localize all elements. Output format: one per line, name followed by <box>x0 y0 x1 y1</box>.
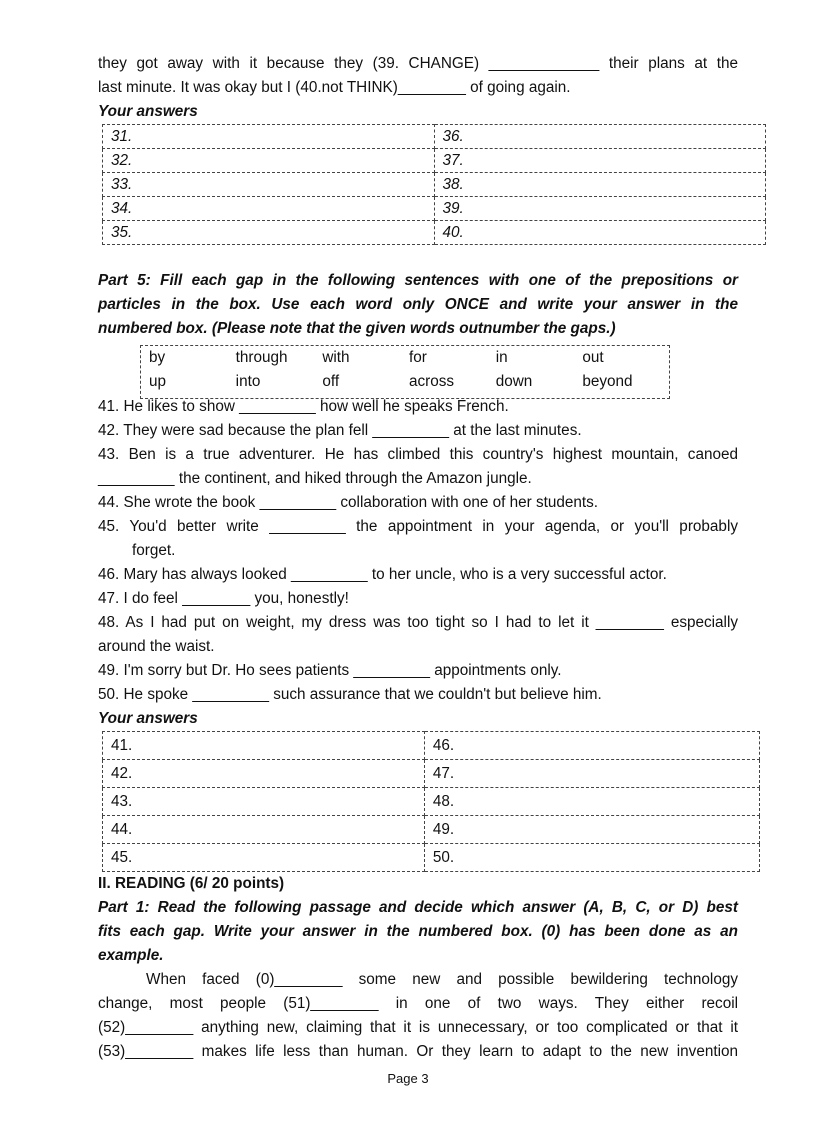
answer-row <box>103 788 760 816</box>
word-box-word: by <box>149 349 166 366</box>
question-48-cont: around the waist. <box>98 638 215 655</box>
answer-cell[interactable]: 35. <box>103 221 435 245</box>
word-box-row-2 <box>141 370 669 394</box>
answer-cell[interactable]: 45. <box>103 844 425 872</box>
answers-heading-1: Your answers <box>98 103 198 120</box>
answer-row <box>103 173 766 197</box>
answer-table-1 <box>102 124 766 245</box>
reading-heading: II. READING (6/ 20 points) <box>98 875 285 892</box>
page-content <box>98 52 738 1064</box>
answer-cell[interactable]: 46. <box>424 732 759 760</box>
questions-list <box>98 395 738 707</box>
question-42: 42. They were sad because the plan fell _________ at the last minutes. <box>98 422 582 439</box>
answer-cell[interactable]: 42. <box>103 760 425 788</box>
word-box-word: into <box>235 373 261 390</box>
question-47: 47. I do feel ________ you, honestly! <box>98 590 349 607</box>
reading-passage <box>98 968 738 1064</box>
question-43-cont: _________ the continent, and hiked through the Amazon jungle. <box>98 470 532 487</box>
reading-part1-line-3: example. <box>98 947 164 964</box>
question-44: 44. She wrote the book _________ collaboration with one of her students. <box>98 494 599 511</box>
answer-cell[interactable]: 50. <box>424 844 759 872</box>
answer-row <box>103 197 766 221</box>
answer-cell[interactable]: 47. <box>424 760 759 788</box>
intro-line-1: they got away with it because they (39. CHANGE) _____________ their plans at the <box>98 55 738 72</box>
word-box <box>140 345 670 399</box>
answer-table-2 <box>102 731 760 872</box>
question-41: 41. He likes to show _________ how well he speaks French. <box>98 398 509 415</box>
passage-line-1: When faced (0)________ some new and possible bewildering technology <box>146 971 738 988</box>
answer-row <box>103 732 760 760</box>
reading-part1-line-2: fits each gap. Write your answer in the numbered box. (0) has been done as an <box>98 923 738 940</box>
question-48: 48. As I had put on weight, my dress was too tight so I had to let it ________ especially <box>98 614 738 631</box>
page-number: Page 3 <box>387 1071 429 1086</box>
passage-line-2: change, most people (51)________ in one of two ways. They either recoil <box>98 995 738 1012</box>
word-box-word: across <box>409 373 455 390</box>
question-45: 45. You'd better write _________ the appointment in your agenda, or you'll probably <box>98 518 738 535</box>
part5-heading-line-2: particles in the box. Use each word only ONCE and write your answer in the <box>98 296 738 313</box>
part5-heading-line-1: Part 5: Fill each gap in the following sentences with one of the prepositions or <box>98 272 738 289</box>
answer-cell[interactable]: 48. <box>424 788 759 816</box>
reading-part1-line-1: Part 1: Read the following passage and decide which answer (A, B, C, or D) best <box>98 899 738 916</box>
answer-row <box>103 844 760 872</box>
answer-cell[interactable]: 36. <box>434 125 766 149</box>
answer-cell[interactable]: 39. <box>434 197 766 221</box>
part5-heading-line-3: numbered box. (Please note that the given words outnumber the gaps.) <box>98 320 616 337</box>
word-box-word: down <box>495 373 533 390</box>
passage-line-3: (52)________ anything new, claiming that it is unnecessary, or too complicated or that it <box>98 1019 738 1036</box>
answer-cell[interactable]: 40. <box>434 221 766 245</box>
word-box-word: in <box>495 349 508 366</box>
answer-row <box>103 221 766 245</box>
answers-heading-2: Your answers <box>98 710 198 727</box>
answer-row <box>103 760 760 788</box>
word-box-word: beyond <box>582 373 633 390</box>
answer-cell[interactable]: 37. <box>434 149 766 173</box>
answer-cell[interactable]: 31. <box>103 125 435 149</box>
answer-cell[interactable]: 41. <box>103 732 425 760</box>
word-box-word: with <box>322 349 350 366</box>
word-box-word: through <box>235 349 288 366</box>
question-43: 43. Ben is a true adventurer. He has climbed this country's highest mountain, canoed <box>98 446 738 463</box>
answer-row <box>103 816 760 844</box>
answer-cell[interactable]: 38. <box>434 173 766 197</box>
answer-row <box>103 149 766 173</box>
word-box-word: up <box>149 373 167 390</box>
answer-cell[interactable]: 44. <box>103 816 425 844</box>
question-49: 49. I'm sorry but Dr. Ho sees patients _________ appointments only. <box>98 662 562 679</box>
word-box-row-1 <box>141 346 669 370</box>
answer-cell[interactable]: 32. <box>103 149 435 173</box>
word-box-word: out <box>582 349 604 366</box>
question-45-cont: forget. <box>132 542 176 559</box>
word-box-word: off <box>322 373 340 390</box>
answer-cell[interactable]: 34. <box>103 197 435 221</box>
answer-cell[interactable]: 33. <box>103 173 435 197</box>
answer-row <box>103 125 766 149</box>
answer-cell[interactable]: 49. <box>424 816 759 844</box>
word-box-word: for <box>409 349 427 366</box>
intro-line-2: last minute. It was okay but I (40.not THINK)________ of going again. <box>98 79 571 96</box>
question-46: 46. Mary has always looked _________ to her uncle, who is a very successful actor. <box>98 566 667 583</box>
passage-line-4: (53)________ makes life less than human. Or they learn to adapt to the new invention <box>98 1043 738 1060</box>
answer-cell[interactable]: 43. <box>103 788 425 816</box>
question-50: 50. He spoke _________ such assurance that we couldn't but believe him. <box>98 686 602 703</box>
